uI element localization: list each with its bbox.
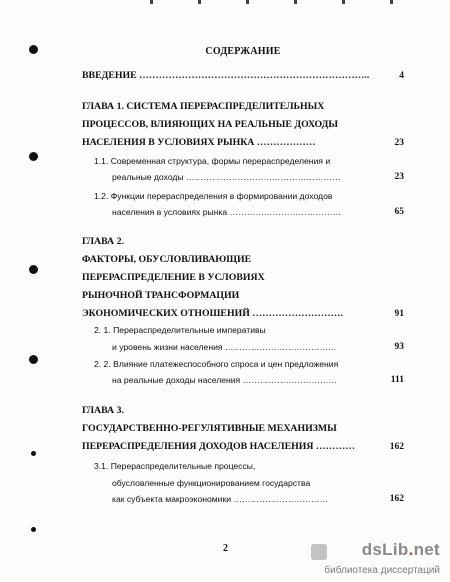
toc-title: СОДЕРЖАНИЕ xyxy=(205,46,281,57)
toc-3-1-line3: как субъекта макроэкономики …………………………… xyxy=(112,494,328,504)
toc-ch2-line5: ЭКОНОМИЧЕСКИХ ОТНОШЕНИЙ ………………………. xyxy=(82,308,343,319)
toc-ch3-line3: ПЕРЕРАСПРЕДЕЛЕНИЯ ДОХОДОВ НАСЕЛЕНИЯ ………… xyxy=(82,441,356,452)
toc-3-1-line1: 3.1. Перераспределительные процессы, xyxy=(94,461,256,471)
toc-ch3-page: 162 xyxy=(389,442,404,452)
watermark-logo: dsLib.net xyxy=(361,540,440,559)
toc-ch3-line1: ГЛАВА 3. xyxy=(82,405,124,416)
toc-2-2-line1: 2. 2. Влияние платежеспособного спроса и цен предложения xyxy=(94,359,339,369)
toc-intro: ВВЕДЕНИЕ …………………………………………………………….. xyxy=(82,70,370,81)
toc-ch1-page: 23 xyxy=(394,138,404,148)
toc-2-1-line1: 2. 1. Перераспределительные императивы xyxy=(94,325,266,335)
toc-3-1-page: 162 xyxy=(389,494,404,504)
toc-1-2-line2: населения в условиях рынка ………………………………… xyxy=(112,207,342,217)
page-number: 2 xyxy=(223,543,228,554)
toc-2-2-line2: на реальные доходы населения …………………………… xyxy=(112,375,338,385)
toc-ch1-line3: НАСЕЛЕНИЯ В УСЛОВИЯХ РЫНКА ……………… xyxy=(82,137,316,148)
watermark-tagline: библиотека диссертаций xyxy=(324,565,440,576)
toc-ch2-line2: ФАКТОРЫ, ОБУСЛОВЛИВАЮЩИЕ xyxy=(82,254,252,265)
toc-2-2-page: 111 xyxy=(390,375,404,385)
toc-ch2-line1: ГЛАВА 2. xyxy=(82,236,124,247)
toc-1-1-line1: 1.1. Современная структура, формы перераспределения и xyxy=(94,156,331,166)
toc-ch1-line2: ПРОЦЕССОВ, ВЛИЯЮЩИХ НА РЕАЛЬНЫЕ ДОХОДЫ xyxy=(82,119,339,130)
toc-1-2-line1: 1.2. Функции перераспределения в формировании доходов xyxy=(94,191,333,201)
binder-hole-mark xyxy=(29,355,38,364)
toc-1-2-page: 65 xyxy=(394,207,404,217)
binder-hole-mark xyxy=(29,265,38,274)
toc-3-1-line2: обусловленные функционированием государства xyxy=(112,478,311,488)
binder-hole-mark xyxy=(31,451,36,456)
binder-hole-mark xyxy=(29,152,38,161)
scan-edge-marks xyxy=(150,0,450,4)
toc-ch3-line2: ГОСУДАРСТВЕННО-РЕГУЛЯТИВНЫЕ МЕХАНИЗМЫ xyxy=(82,423,337,434)
toc-2-1-line2: и уровень жизни населения ………………………………… xyxy=(112,342,337,352)
toc-1-1-line2: реальные доходы ……………………………………………… xyxy=(112,172,341,182)
binder-hole-mark xyxy=(31,527,36,532)
binder-hole-mark xyxy=(29,45,38,54)
toc-ch1-line1: ГЛАВА 1. СИСТЕМА ПЕРЕРАСПРЕДЕЛИТЕЛЬНЫХ xyxy=(82,101,325,112)
toc-ch2-line3: ПЕРЕРАСПРЕДЕЛЕНИЕ В УСЛОВИЯХ xyxy=(82,272,265,283)
toc-1-1-page: 23 xyxy=(394,172,404,182)
toc-2-1-page: 93 xyxy=(394,342,404,352)
toc-ch2-line4: РЫНОЧНОЙ ТРАНСФОРМАЦИИ xyxy=(82,290,240,301)
toc-ch2-page: 91 xyxy=(394,309,404,319)
toc-intro-page: 4 xyxy=(399,71,404,81)
watermark[interactable] xyxy=(307,540,442,578)
library-logo-icon xyxy=(311,544,327,560)
